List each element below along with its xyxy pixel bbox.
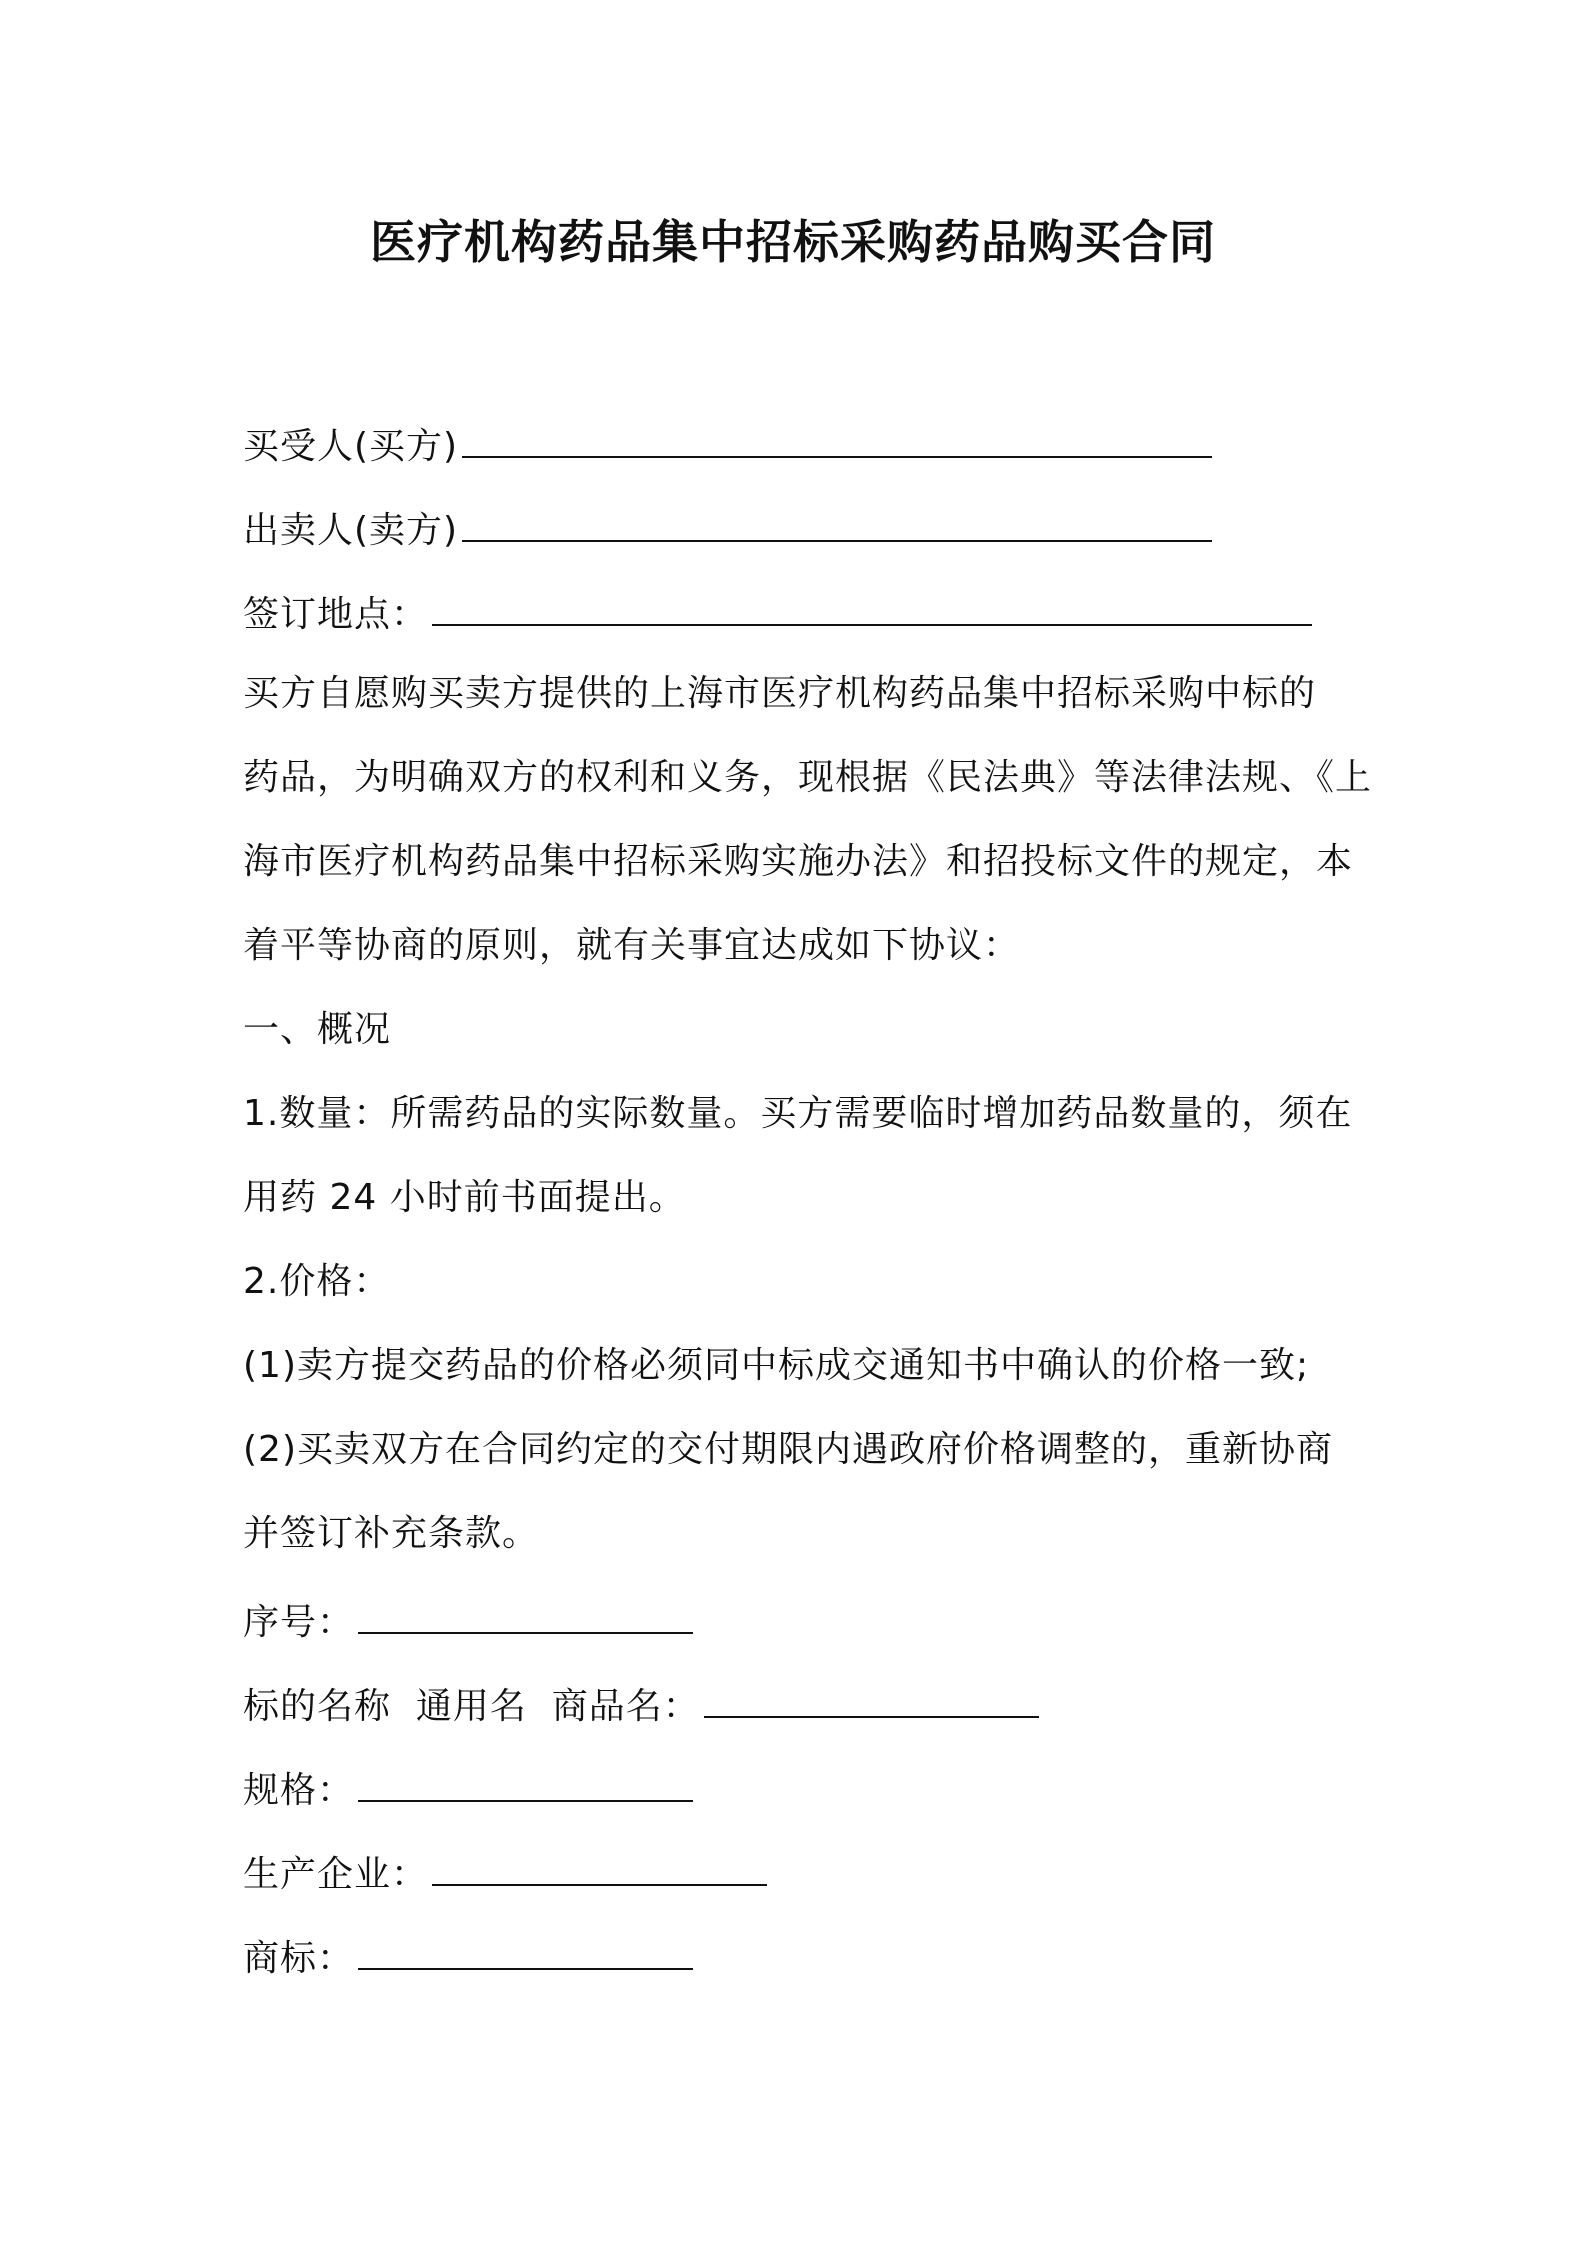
subject-line: [243, 1672, 1358, 1756]
serial-line: [243, 1588, 1358, 1672]
intro-line: 着平等协商的原则，就有关事宜达成如下协议：: [243, 925, 1021, 966]
manufacturer-label: 生产企业：: [243, 1854, 429, 1895]
serial-blank[interactable]: [358, 1588, 693, 1634]
document-body: [243, 412, 1373, 2008]
trademark-label: 商标：: [243, 1938, 355, 1979]
manufacturer-blank[interactable]: [432, 1840, 767, 1886]
price-item-2-line: (2)买卖双方在合同约定的交付期限内遇政府价格调整的，重新协商: [243, 1429, 1333, 1470]
seller-label: 出卖人(卖方): [243, 510, 459, 551]
spec-blank[interactable]: [358, 1756, 693, 1802]
spec-label: 规格：: [243, 1770, 355, 1811]
document-title: 医疗机构药品集中招标采购药品购买合同: [370, 215, 1216, 269]
price-item-2-line: 并签订补充条款。: [243, 1513, 540, 1554]
subject-blank[interactable]: [704, 1672, 1039, 1718]
seller-blank[interactable]: [462, 496, 1212, 542]
place-line: [243, 580, 1358, 664]
price-heading: 2.价格：: [243, 1261, 391, 1302]
section-heading: 一、概况: [243, 1009, 392, 1050]
buyer-blank[interactable]: [462, 412, 1212, 458]
seller-line: [243, 496, 1358, 580]
quantity-line: 1.数量：所需药品的实际数量。买方需要临时增加药品数量的，须在: [243, 1093, 1353, 1134]
price-item-1: (1)卖方提交药品的价格必须同中标成交通知书中确认的价格一致;: [243, 1345, 1310, 1386]
serial-label: 序号：: [243, 1602, 355, 1643]
place-blank[interactable]: [432, 580, 1312, 626]
buyer-label: 买受人(买方): [243, 426, 459, 467]
quantity-line: 用药 24 小时前书面提出。: [243, 1177, 686, 1218]
intro-line: 药品，为明确双方的权利和义务，现根据《民法典》等法律法规、《上: [243, 757, 1373, 798]
trademark-line: [243, 1924, 1358, 2008]
subject-label: 标的名称 通用名 商品名：: [243, 1686, 700, 1727]
trademark-blank[interactable]: [358, 1924, 693, 1970]
intro-line: 海市医疗机构药品集中招标采购实施办法》和招投标文件的规定，本: [243, 841, 1354, 882]
buyer-line: [243, 412, 1358, 496]
spec-line: [243, 1756, 1358, 1840]
place-label: 签订地点：: [243, 594, 429, 635]
intro-line: 买方自愿购买卖方提供的上海市医疗机构药品集中招标采购中标的: [243, 673, 1317, 714]
manufacturer-line: [243, 1840, 1358, 1924]
